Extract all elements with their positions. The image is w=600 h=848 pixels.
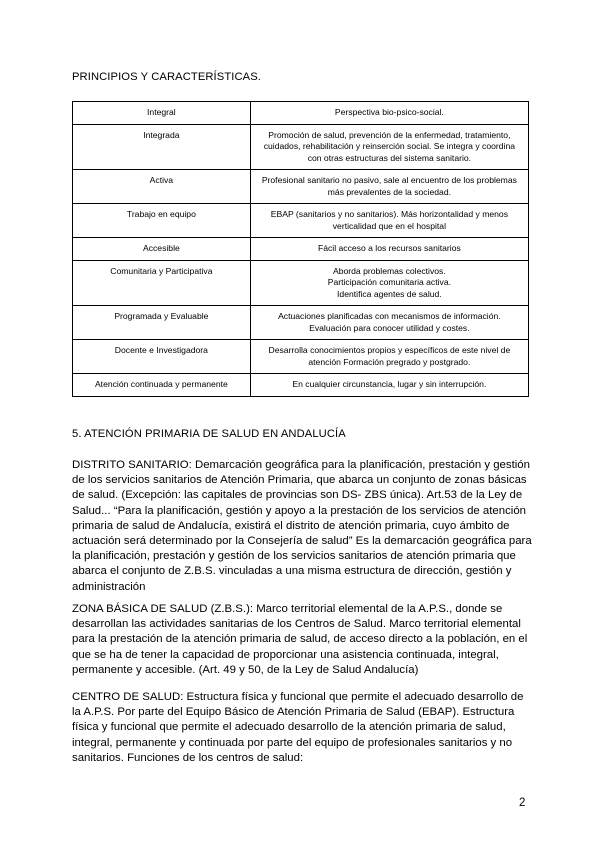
principle-name: Programada y Evaluable — [73, 306, 251, 340]
description-line: Aborda problemas colectivos. — [333, 265, 446, 276]
principle-description — [250, 260, 528, 306]
principle-description: Promoción de salud, prevención de la enfermedad, tratamiento, cuidados, rehabilitación y reinserción social. Se integra y coordina con otras estructuras del sistema sanitario. — [250, 124, 528, 170]
principle-description: Profesional sanitario no pasivo, sale al encuentro de los problemas más prevalentes de la sociedad. — [250, 170, 528, 204]
principle-name: Docente e Investigadora — [73, 340, 251, 374]
table-row — [73, 124, 529, 170]
table-row — [73, 260, 529, 306]
paragraph-centro-salud: CENTRO DE SALUD: Estructura física y funcional que permite el adecuado desarrollo de la A.P.S. Por parte del Equipo Básico de Atención Primaria de Salud (EBAP). Estructura física y funcional que permite el adecuado desarrollo de la atención primaria de salud, integral, permanente y continuada por parte del equipo de profesionales sanitarios y no sanitarios. Funciones de los centros de salud: — [72, 691, 524, 764]
description-line: Identifica agentes de salud. — [337, 288, 442, 299]
principle-description: EBAP (sanitarios y no sanitarios). Más horizontalidad y menos verticalidad que en el hospital — [250, 204, 528, 238]
heading-section-5: 5. ATENCIÓN PRIMARIA DE SALUD EN ANDALUCÍA — [72, 428, 346, 440]
table-row — [73, 340, 529, 374]
heading-principios: PRINCIPIOS Y CARACTERÍSTICAS. — [72, 71, 261, 83]
principles-table — [72, 101, 529, 397]
table-row — [73, 238, 529, 261]
principle-description: Perspectiva bio-psico-social. — [250, 102, 528, 125]
table-row — [73, 170, 529, 204]
principle-name: Comunitaria y Participativa — [73, 260, 251, 306]
principle-description: Desarrolla conocimientos propios y específicos de este nivel de atención Formación pregrado y postgrado. — [250, 340, 528, 374]
table-row — [73, 306, 529, 340]
table-row — [73, 204, 529, 238]
paragraph-zona-basica: ZONA BÁSICA DE SALUD (Z.B.S.): Marco territorial elemental de la A.P.S., donde se desarrollan las actividades sanitarias de los Centros de Salud. Marco territorial elemental para la prestación de la atención primaria de salud, de acceso directo a la población, en el que se ha de tener la capacidad de proporcionar una asistencia continuada, integral, permanente y accesible. (Art. 49 y 50, de la Ley de Salud Andalucía) — [72, 603, 528, 676]
principle-description: En cualquier circunstancia, lugar y sin interrupción. — [250, 374, 528, 397]
principle-name: Integral — [73, 102, 251, 125]
principle-description: Actuaciones planificadas con mecanismos de información. Evaluación para conocer utilidad y costes. — [250, 306, 528, 340]
table-row — [73, 102, 529, 125]
principle-name: Accesible — [73, 238, 251, 261]
paragraph-distrito-sanitario: DISTRITO SANITARIO: Demarcación geográfica para la planificación, prestación y gestión de los servicios sanitarios de Atención Primaria, que abarca un conjunto de zonas básicas de salud. (Excepción: las capitales de provincias son DS- ZBS única). Art.53 de la Ley de Salud... “Para la planificación, gestión y apoyo a la prestación de los servicios de atención primaria de salud de Andalucía, existirá el distrito de atención primaria, cuyo ámbito de actuación será determinado por la Consejería de salud” Es la demarcación geográfica para la planificación, prestación y gestión de los servicios sanitarios de atención primaria que abarca el conjunto de Z.B.S. vinculadas a una misma estructura de dirección, gestión y administración — [72, 459, 532, 593]
principle-name: Atención continuada y permanente — [73, 374, 251, 397]
principle-name: Activa — [73, 170, 251, 204]
principle-description: Fácil acceso a los recursos sanitarios — [250, 238, 528, 261]
description-line: Participación comunitaria activa. — [327, 277, 451, 287]
principle-name: Trabajo en equipo — [73, 204, 251, 238]
page-number: 2 — [519, 797, 526, 809]
principle-name: Integrada — [73, 124, 251, 170]
table-row — [73, 374, 529, 397]
